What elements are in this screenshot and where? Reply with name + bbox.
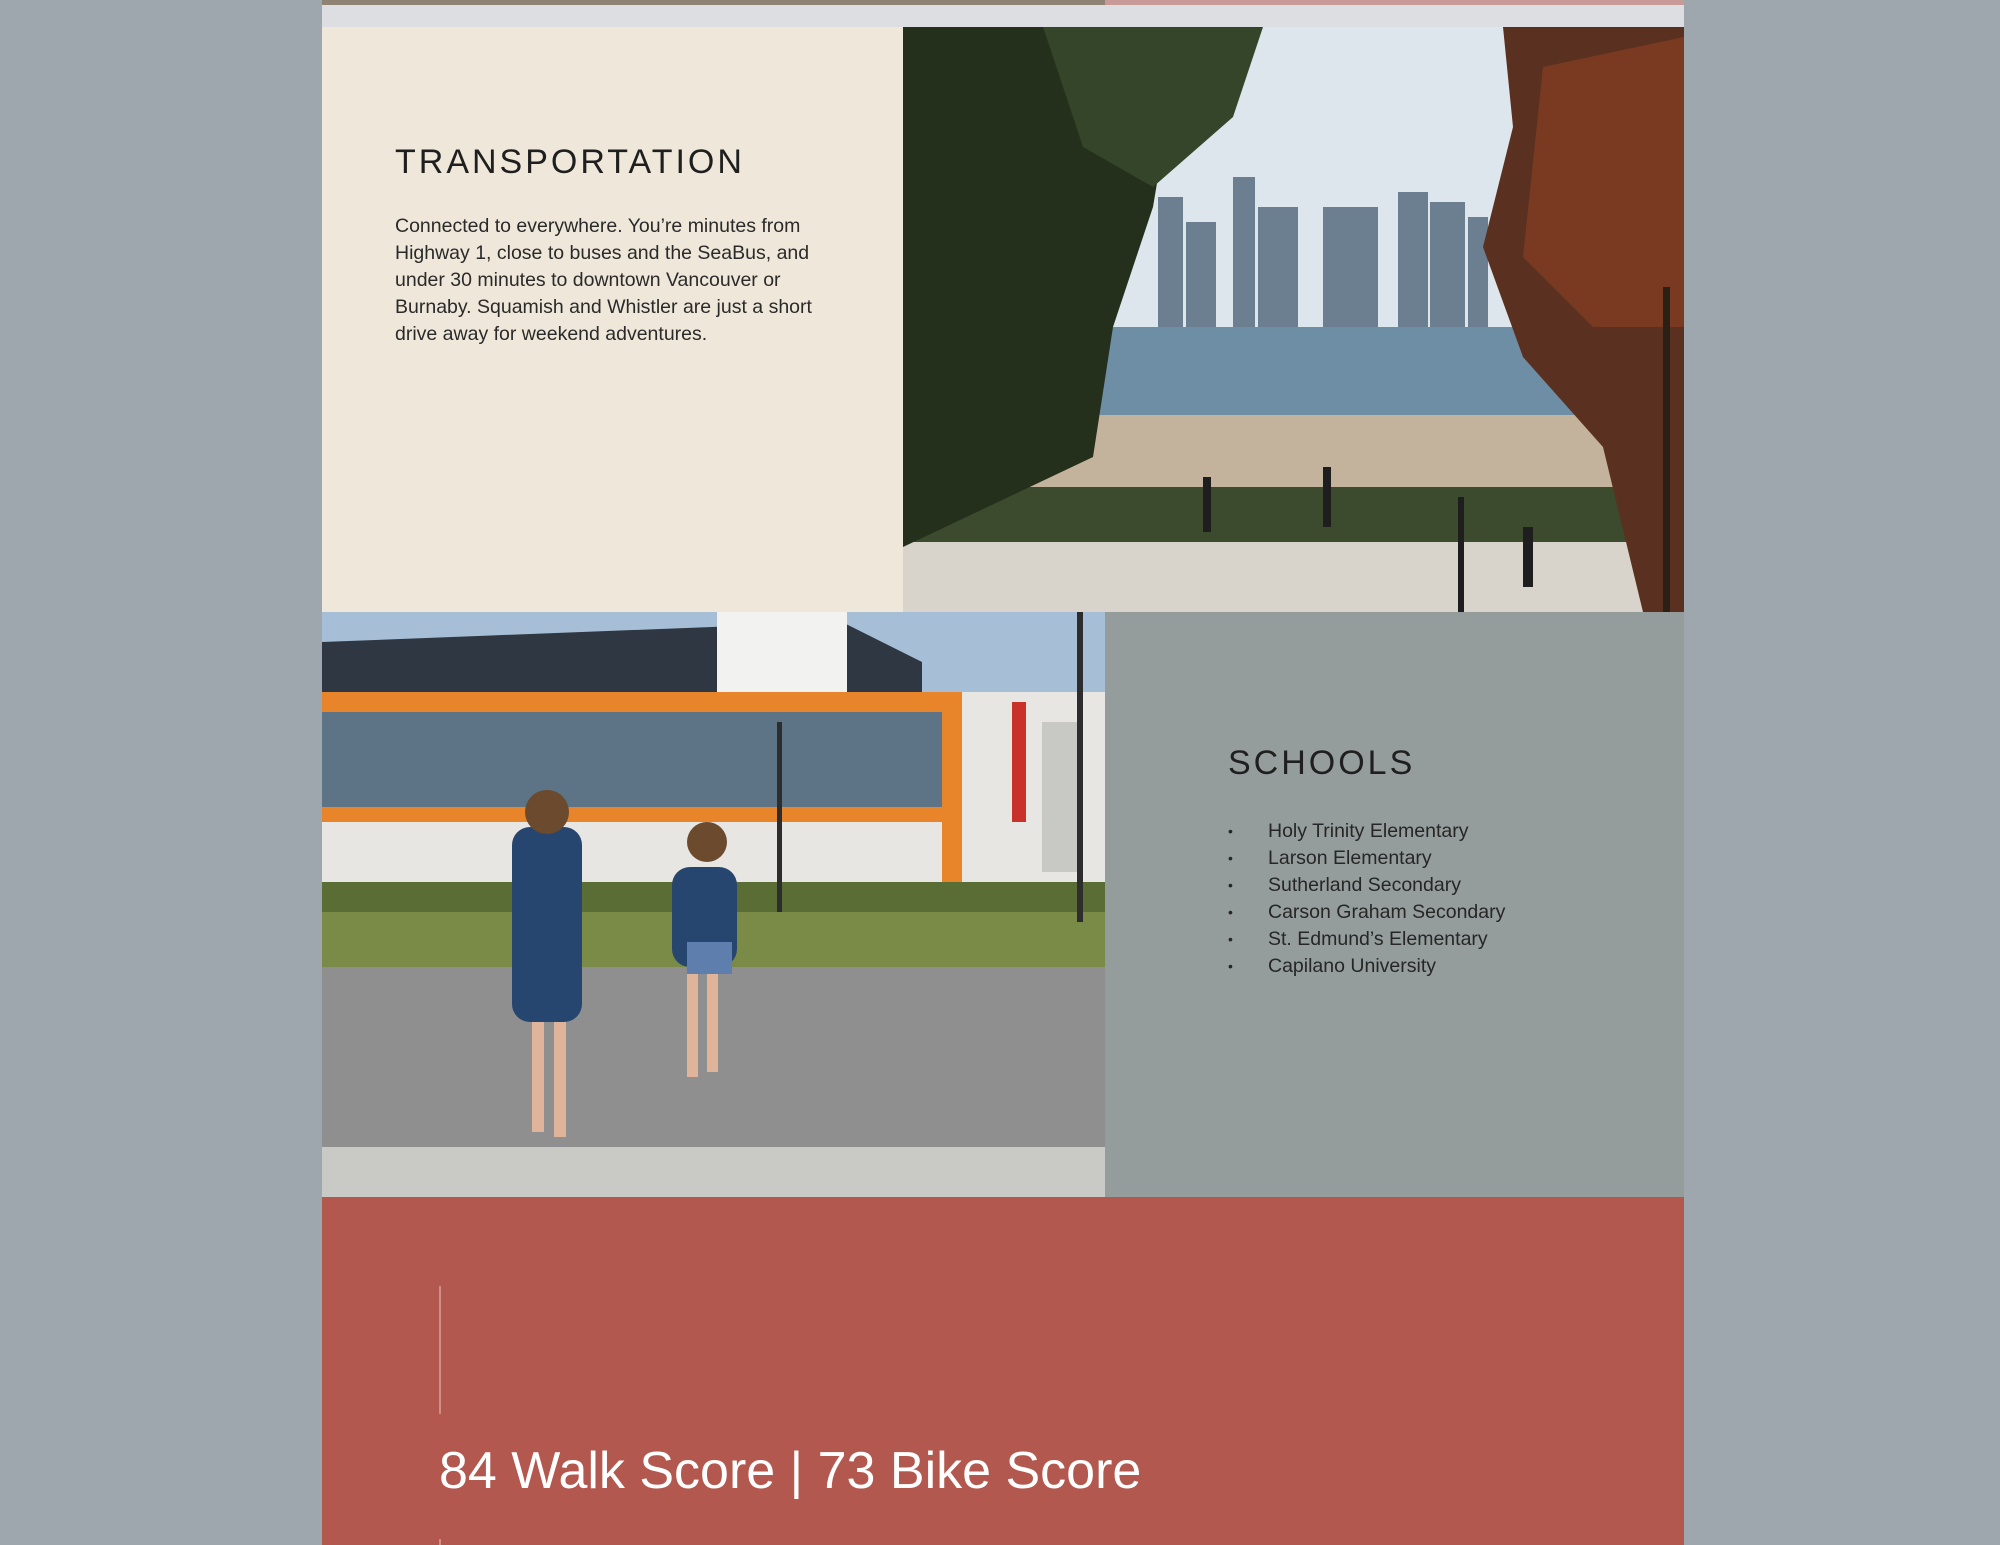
page [322,0,1684,1545]
schools-panel [1105,612,1684,1197]
top-image-left-edge [322,0,1105,5]
waterfront-city-photo [903,27,1684,612]
transportation-panel [322,27,903,612]
transportation-title: TRANSPORTATION [395,143,745,181]
walk-bike-score: 84 Walk Score | 73 Bike Score [439,1442,1142,1500]
school-children-photo [322,612,1105,1197]
schools-list [1228,818,1505,980]
decorative-divider [439,1539,441,1545]
list-item: • Sutherland Secondary [1228,872,1505,899]
score-panel [322,1197,1684,1545]
top-image-strip [322,0,1684,27]
list-item: • Carson Graham Secondary [1228,899,1505,926]
schools-title: SCHOOLS [1228,744,1416,782]
list-item: • Capilano University [1228,953,1505,980]
list-item: • St. Edmund’s Elementary [1228,926,1505,953]
decorative-divider [439,1286,441,1414]
list-item: • Holy Trinity Elementary [1228,818,1505,845]
top-image-right-edge [1105,0,1684,5]
list-item: • Larson Elementary [1228,845,1505,872]
transportation-description: Connected to everywhere. You’re minutes from Highway 1, close to buses and the SeaBus, and under 30 minutes to downtown Vancouver or Burnaby. Squamish and Whistler are just a short drive away for weekend adventures. [395,215,812,345]
